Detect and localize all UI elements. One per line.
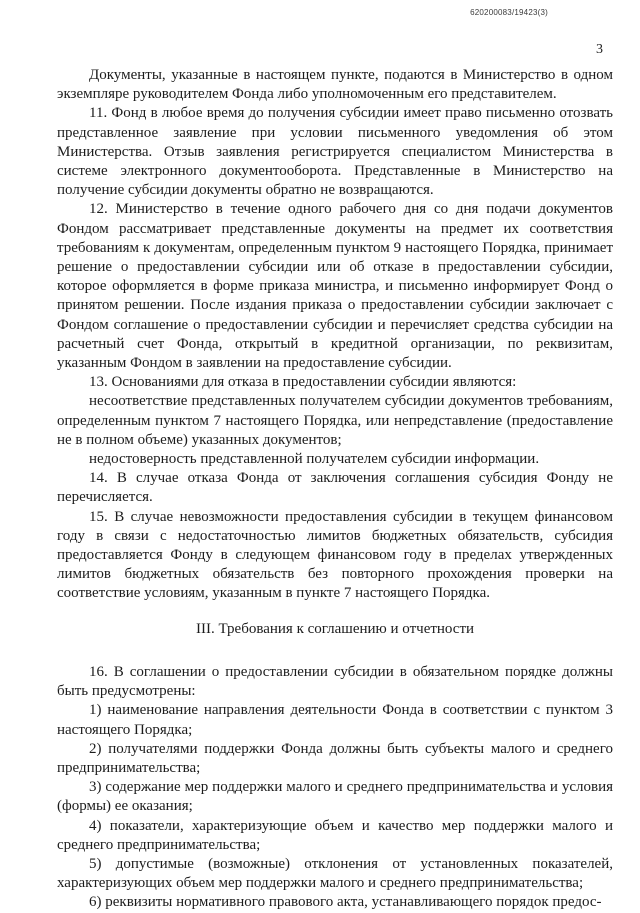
paragraph-16-item-4: 4) показатели, характеризующие объем и качество мер поддержки малого и среднего предпринимательства; (57, 817, 613, 853)
paragraph-13: 13. Основаниями для отказа в предоставлении субсидии являются: (89, 374, 517, 391)
paragraph-13-item-2: недостоверность представленной получателем субсидии информации. (89, 451, 540, 468)
paragraph-13-item-1: несоответствие представленных получателем субсидии документов требованиям, определенным пунктом 7 настоящего Порядка, или непредставление (предоставление не в полном объеме) указанных документов; (57, 393, 613, 448)
page-number: 3 (596, 42, 603, 57)
document-code: 620200083/19423(3) (470, 8, 548, 17)
paragraph-11: 11. Фонд в любое время до получения субсидии имеет право письменно отозвать представленное заявление при условии письменного уведомления об этом Министерства. Отзыв заявления регистрируется специалистом Министерства в системе электронного документооборота. Представленные в Министерство на получение субсидии документы обратно не возвращаются. (57, 105, 613, 199)
paragraph-16: 16. В соглашении о предоставлении субсидии в обязательном порядке должны быть предусмотрены: (57, 663, 613, 700)
paragraph-16-item-2: 2) получателями поддержки Фонда должны быть субъекты малого и среднего предпринимательства; (57, 740, 613, 776)
paragraph-16-item-1: 1) наименование направления деятельности Фонда в соответствии с пунктом 3 настоящего Порядка; (57, 702, 613, 738)
paragraph-16-item-6: 6) реквизиты нормативного правового акта, устанавливающего порядок предос- (89, 894, 602, 911)
paragraph-16-item-3: 3) содержание мер поддержки малого и среднего предпринимательства и условия (формы) ее оказания; (57, 779, 613, 815)
paragraph-12: 12. Министерство в течение одного рабочего дня со дня подачи документов Фондом рассматривает представленные документы на предмет их соответствия требованиям к документам, определенным пунктом 9 настоящего Порядка, принимает решение о предоставлении субсидии или об отказе в предоставлении субсидии, которое оформляется в форме приказа министра, и письменно информирует Фонд о принятом решении. После издания приказа о предоставлении субсидии заключает с Фондом соглашение о предоставлении субсидии и перечисляет средства субсидии на расчетный счет Фонда, открытый в кредитной организации, по реквизитам, указанным Фондом в заявлении на предоставление субсидии. (57, 201, 613, 372)
paragraph-14: 14. В случае отказа Фонда от заключения соглашения субсидия Фонду не перечисляется. (57, 470, 613, 506)
paragraph-documents-submission: Документы, указанные в настоящем пункте, подаются в Министерство в одном экземпляре руководителем Фонда либо уполномоченным его представителем. (57, 67, 613, 103)
paragraph-16-item-5: 5) допустимые (возможные) отклонения от установленных показателей, характеризующих объем мер поддержки малого и среднего предпринимательства; (57, 855, 613, 892)
paragraph-15: 15. В случае невозможности предоставления субсидии в текущем финансовом году в связи с недостаточностью лимитов бюджетных обязательств, субсидия предоставляется Фонду в следующем финансовом году в пределах утвержденных лимитов бюджетных обязательств без повторного прохождения проверки на соответствие условиям, указанным в пункте 7 настоящего Порядка. (57, 508, 613, 602)
document-body (57, 66, 613, 913)
section-title: III. Требования к соглашению и отчетности (195, 620, 475, 637)
